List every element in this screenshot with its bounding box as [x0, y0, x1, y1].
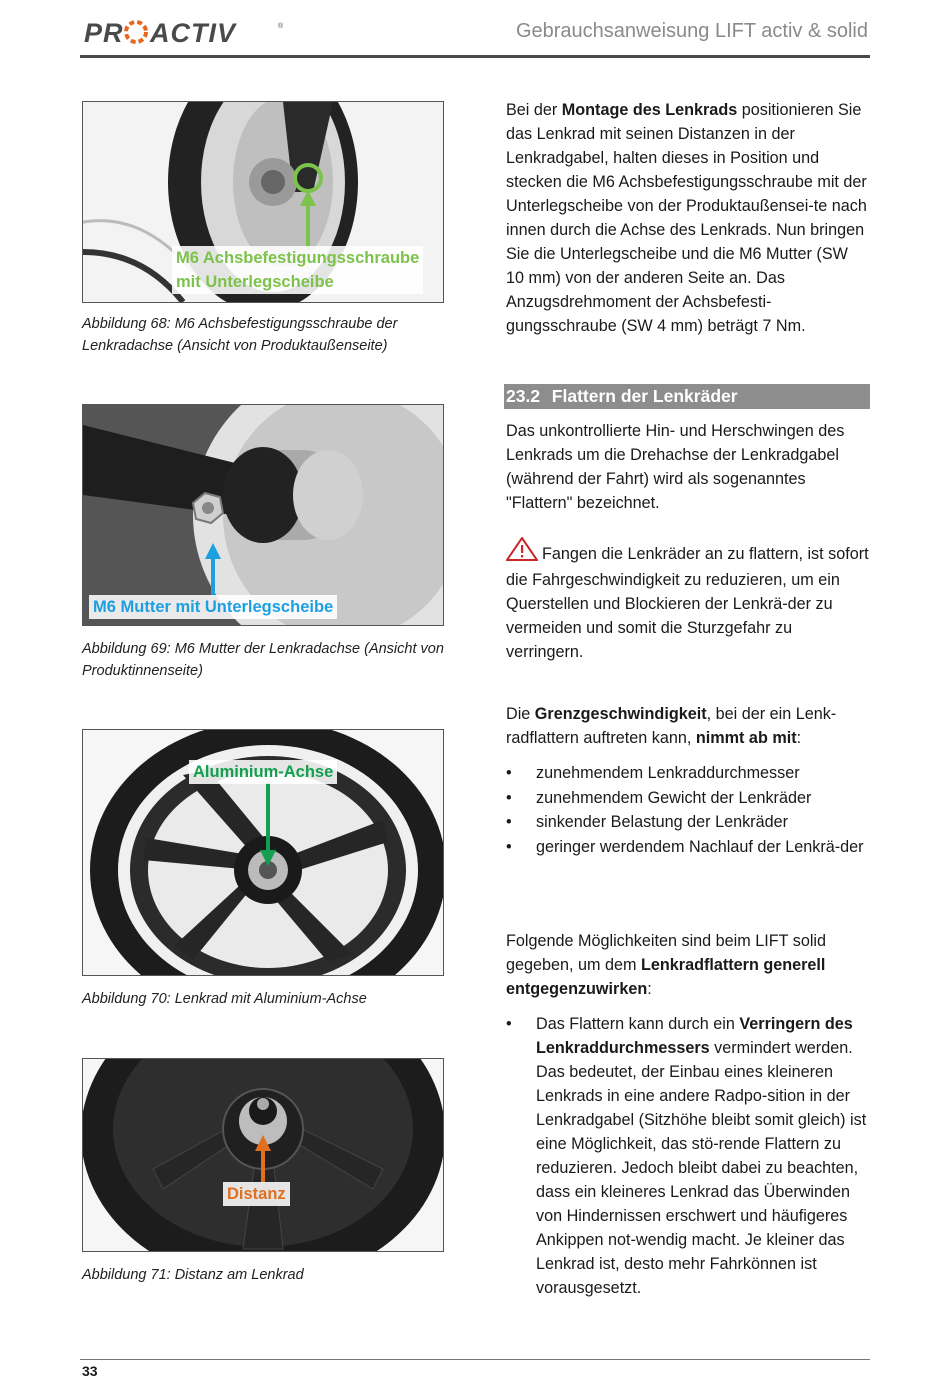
list-item: • sinkender Belastung der Lenkräder	[506, 810, 870, 835]
figure-69-image	[82, 404, 444, 626]
section-number: 23.2	[506, 386, 541, 406]
section-heading-23-2	[504, 384, 870, 409]
svg-text:PR: PR	[84, 18, 124, 48]
header-divider	[80, 55, 870, 58]
figure-68-caption: Abbildung 68: M6 Achsbefestigungsschraube der Lenkradachse (Ansicht von Produktaußenseite)	[82, 316, 398, 354]
list-item: • zunehmendem Gewicht der Lenkräder	[506, 786, 870, 811]
paragraph-flattern-definition: Das unkontrollierte Hin- und Herschwingen des Lenkrads um die Drehachse der Lenkradgabel (während der Fahrt) wird als sogenanntes "Flattern" bezeichnet.	[506, 422, 845, 512]
figure-69-caption: Abbildung 69: M6 Mutter der Lenkradachse (Ansicht von Produktinnenseite)	[82, 641, 444, 679]
warning-triangle-icon	[506, 537, 538, 568]
figure-70-caption: Abbildung 70: Lenkrad mit Aluminium-Achse	[82, 991, 367, 1007]
figure-68-label: M6 Achsbefestigungsschraube mit Unterlegscheibe	[172, 246, 423, 294]
paragraph-moeglichkeiten: Folgende Möglichkeiten sind beim LIFT solid gegeben, um dem Lenkradflattern generell entgegenzuwirken:	[506, 932, 827, 998]
warning-paragraph: Fangen die Lenkräder an zu flattern, ist sofort die Fahrgeschwindigkeit zu reduzieren, um ein Querstellen und Blockieren der Lenkrä-der zu vermeiden und somit die Sturzgefahr zu verringern.	[506, 537, 870, 664]
figure-71-image	[82, 1058, 444, 1252]
proactiv-logo	[84, 18, 284, 48]
figure-70-image	[82, 729, 444, 976]
page-number: 33	[82, 1363, 98, 1379]
figure-71-label: Distanz	[223, 1182, 290, 1206]
figure-70-label: Aluminium-Achse	[189, 760, 337, 784]
footer-divider	[80, 1359, 870, 1360]
figure-69-label: M6 Mutter mit Unterlegscheibe	[89, 595, 337, 619]
figure-68-image	[82, 101, 444, 303]
header-title: Gebrauchsanweisung LIFT activ & solid	[515, 20, 868, 42]
section-title: Flattern der Lenkräder	[551, 386, 738, 406]
list-item: • Das Flattern kann durch ein Verringern des Lenkraddurchmessers vermindert werden. Das bedeutet, der Einbau eines kleineren Lenkrads in eine andere Radpo-sition in der Lenkradgabel (Sitzhöhe bleibt somit gleich) ist eine Möglichkeit, das stö-rende Flattern zu reduzieren. Jedoch bleibt dabei zu beachten, dass ein kleineres Lenkrad das Überwinden von Hindernissen erschwert und häufigeres Ankippen not-wendig macht. Je kleiner das Lenkrad ist, desto mehr Fahrkönnen ist vorausgesetzt.	[506, 1012, 870, 1300]
svg-text:ACTIV: ACTIV	[150, 18, 236, 48]
bullet-list-factors	[506, 761, 870, 859]
paragraph-grenzgeschwindigkeit: Die Grenzgeschwindigkeit, bei der ein Lenk-radflattern auftreten kann, nimmt ab mit:	[506, 705, 837, 747]
paragraph-montage: Bei der Montage des Lenkrads positionieren Sie das Lenkrad mit seinen Distanzen in der Lenkradgabel, halten dieses in Position und stecken die M6 Achsbefestigungsschraube mit der Unterlegscheibe von der Produktaußensei-te nach innen durch die Achse des Lenkrads. Nun bringen Sie die Unterlegscheibe und die M6 Mutter (SW 10 mm) von der anderen Seite an. Das Anzugsdrehmoment der Achsbefesti-gungsschraube (SW 4 mm) beträgt 7 Nm.	[506, 101, 867, 335]
list-item: • zunehmendem Lenkraddurchmesser	[506, 761, 870, 786]
svg-text:®: ®	[278, 23, 284, 30]
figure-71-caption: Abbildung 71: Distanz am Lenkrad	[82, 1267, 304, 1283]
list-item: • geringer werdendem Nachlauf der Lenkrä-der	[506, 835, 870, 860]
bullet-list-measures	[506, 1012, 870, 1300]
